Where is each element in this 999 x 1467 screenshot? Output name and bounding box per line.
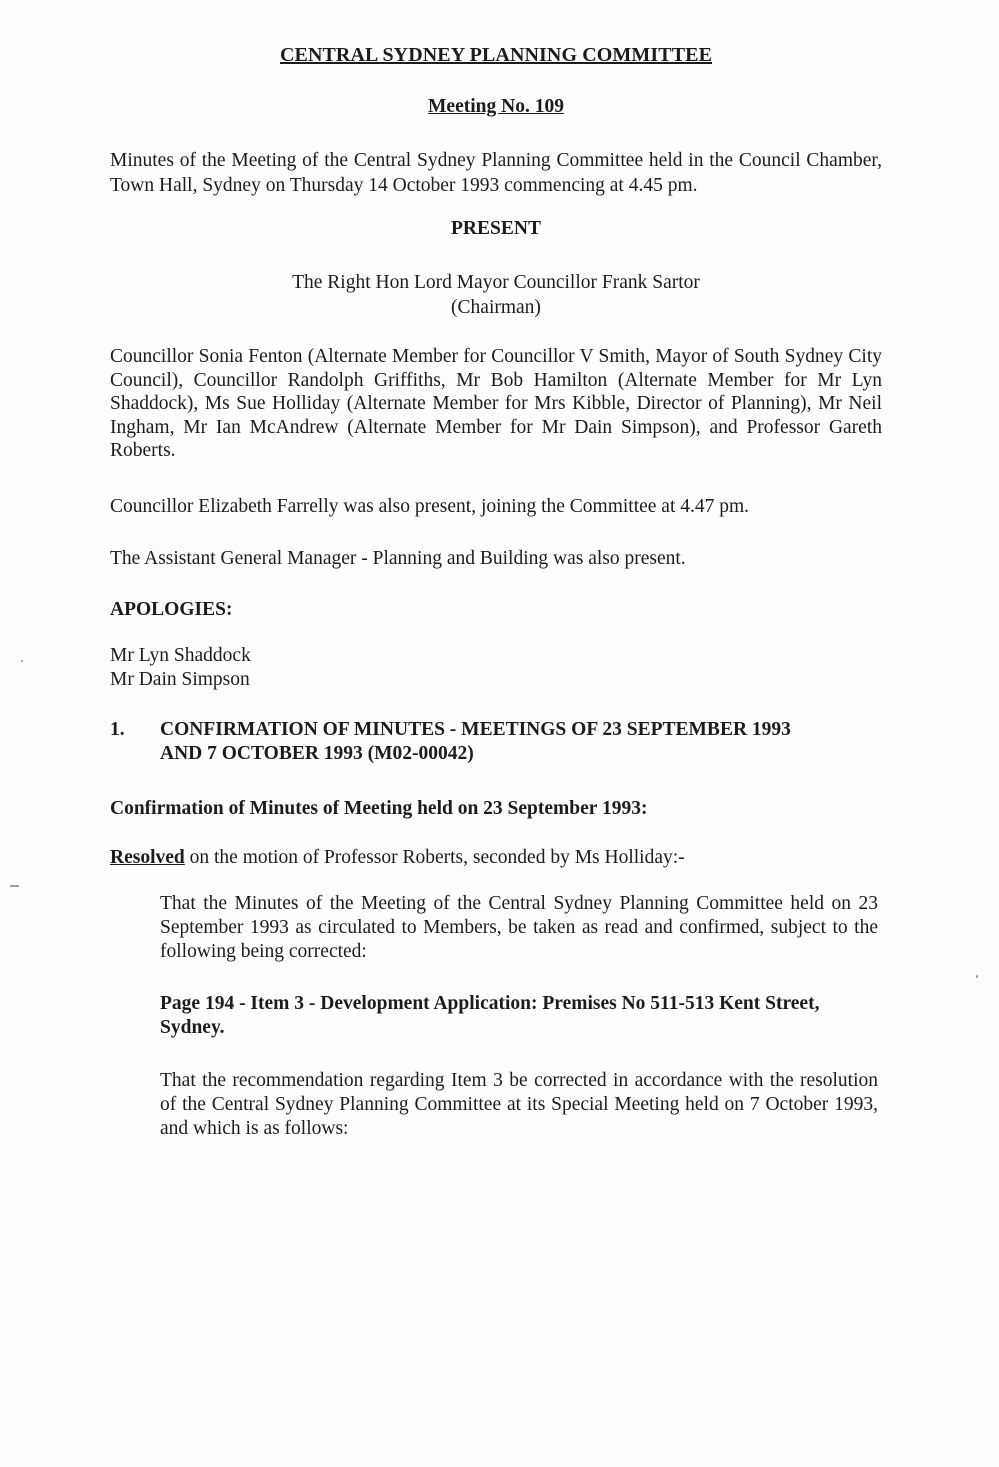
apologies-list: [110, 644, 882, 692]
document-title: CENTRAL SYDNEY PLANNING COMMITTEE: [279, 44, 713, 66]
farrelly-note: Councillor Elizabeth Farrelly was also present, joining the Committee at 4.47 pm.: [110, 496, 750, 517]
apology-item: Mr Lyn Shaddock: [110, 645, 251, 666]
apologies-heading: APOLOGIES:: [110, 599, 233, 620]
resolved-label: Resolved: [110, 847, 185, 868]
chair-name: The Right Hon Lord Mayor Councillor Frank Sartor: [292, 272, 700, 293]
resolved-motion: on the motion of Professor Roberts, seconded by Ms Holliday:-: [184, 847, 685, 868]
scan-speck: [976, 975, 978, 978]
item1-heading: [110, 718, 882, 768]
present-heading: PRESENT: [451, 218, 541, 239]
chair-role: (Chairman): [451, 297, 541, 318]
resolution-paragraph: That the Minutes of the Meeting of the Central Sydney Planning Committee held on 23 September 1993 as circulated to Members, be taken as read and confirmed, subject to the following being corrected:: [160, 893, 878, 962]
intro-paragraph: Minutes of the Meeting of the Central Sydney Planning Committee held in the Council Chamber, Town Hall, Sydney on Thursday 14 October 1993 commencing at 4.45 pm.: [110, 150, 882, 196]
recommendation-paragraph: That the recommendation regarding Item 3 be corrected in accordance with the resolution of the Central Sydney Planning Committee at its Special Meeting held on 7 October 1993, and which is as follows:: [160, 1070, 878, 1139]
apology-item: Mr Dain Simpson: [110, 669, 250, 690]
members-paragraph: Councillor Sonia Fenton (Alternate Member for Councillor V Smith, Mayor of South Sydney City Council), Councillor Randolph Griffiths, Mr Bob Hamilton (Alternate Member for Mr Lyn Shaddock), Ms Sue Holliday (Alternate Member for Mrs Kibble, Director of Planning), Mr Neil Ingham, Mr Ian McAndrew (Alternate Member for Mr Dain Simpson), and Professor Gareth Roberts.: [110, 346, 882, 462]
scan-speck: [21, 660, 23, 662]
meeting-number: Meeting No. 109: [428, 96, 564, 117]
item1-title-line1: CONFIRMATION OF MINUTES - MEETINGS OF 23 SEPTEMBER 1993: [160, 719, 791, 740]
agm-note: The Assistant General Manager - Planning and Building was also present.: [110, 548, 686, 569]
confirmation-heading: Confirmation of Minutes of Meeting held on 23 September 1993:: [110, 798, 648, 819]
chair-block: [110, 270, 882, 320]
page-reference-heading: Page 194 - Item 3 - Development Application: Premises No 511-513 Kent Street, Sydney.: [160, 993, 820, 1038]
item1-title-line2: AND 7 OCTOBER 1993 (M02-00042): [160, 743, 474, 764]
resolved-line: [110, 846, 882, 870]
item1-title: [160, 718, 882, 766]
item1-number: 1.: [110, 719, 125, 740]
scan-speck: [10, 885, 19, 887]
